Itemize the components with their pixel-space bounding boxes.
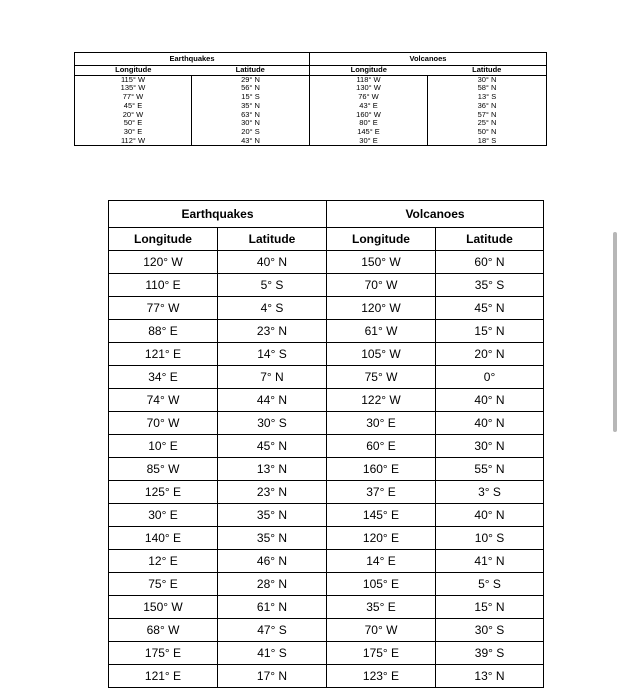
main-eq-longitude-cell: 140° E [109, 527, 218, 550]
main-vo-latitude-cell: 41° N [436, 550, 544, 573]
main-vo-longitude-cell: 150° W [327, 251, 436, 274]
main-eq-latitude-cell: 47° S [218, 619, 327, 642]
main-vo-longitude-cell: 14° E [327, 550, 436, 573]
main-eq-longitude-cell: 34° E [109, 366, 218, 389]
small-eq-latitude-cell: 63° N [192, 111, 310, 120]
main-eq-latitude-cell: 5° S [218, 274, 327, 297]
main-eq-longitude-cell: 120° W [109, 251, 218, 274]
main-eq-longitude-cell: 75° E [109, 573, 218, 596]
main-eq-longitude-cell: 70° W [109, 412, 218, 435]
main-vo-longitude-cell: 122° W [327, 389, 436, 412]
main-eq-latitude-cell: 61° N [218, 596, 327, 619]
small-eq-longitude-cell: 20° W [75, 111, 192, 120]
main-vo-latitude-cell: 15° N [436, 320, 544, 343]
main-vo-longitude-cell: 70° W [327, 619, 436, 642]
main-eq-longitude-cell: 150° W [109, 596, 218, 619]
main-table-row [109, 274, 544, 297]
main-vo-longitude-cell: 105° E [327, 573, 436, 596]
main-eq-longitude-cell: 68° W [109, 619, 218, 642]
main-eq-latitude-cell: 44° N [218, 389, 327, 412]
main-table-row [109, 550, 544, 573]
main-eq-longitude-cell: 88° E [109, 320, 218, 343]
main-table-row [109, 573, 544, 596]
small-vo-longitude-cell: 130° W [310, 84, 428, 93]
main-vo-latitude-cell: 10° S [436, 527, 544, 550]
small-eq-longitude-cell: 115° W [75, 75, 192, 84]
small-eq-latitude-cell: 56° N [192, 84, 310, 93]
small-vo-latitude-cell: 50° N [428, 128, 547, 137]
small-table-row [75, 137, 547, 146]
main-vo-latitude-header: Latitude [436, 228, 544, 251]
small-vo-longitude-cell: 43° E [310, 102, 428, 111]
main-table-row [109, 527, 544, 550]
main-table-row [109, 504, 544, 527]
main-vo-longitude-cell: 120° W [327, 297, 436, 320]
small-vo-latitude-cell: 13° S [428, 93, 547, 102]
small-vo-latitude-cell: 25° N [428, 119, 547, 128]
main-table-row [109, 297, 544, 320]
main-data-table [108, 200, 544, 688]
main-eq-latitude-cell: 23° N [218, 481, 327, 504]
main-table-row [109, 366, 544, 389]
main-eq-longitude-header: Longitude [109, 228, 218, 251]
main-vo-longitude-cell: 37° E [327, 481, 436, 504]
main-table-row [109, 320, 544, 343]
main-vo-latitude-cell: 39° S [436, 642, 544, 665]
main-vo-longitude-cell: 175° E [327, 642, 436, 665]
main-eq-latitude-cell: 35° N [218, 504, 327, 527]
small-volcanoes-header: Volcanoes [310, 53, 547, 66]
main-earthquakes-header: Earthquakes [109, 201, 327, 228]
small-table-row [75, 84, 547, 93]
main-eq-latitude-cell: 7° N [218, 366, 327, 389]
main-eq-latitude-cell: 40° N [218, 251, 327, 274]
main-volcanoes-header: Volcanoes [327, 201, 544, 228]
main-eq-latitude-cell: 23° N [218, 320, 327, 343]
main-vo-longitude-cell: 160° E [327, 458, 436, 481]
small-vo-longitude-cell: 145° E [310, 128, 428, 137]
small-eq-latitude-header: Latitude [192, 66, 310, 76]
small-vo-longitude-cell: 80° E [310, 119, 428, 128]
main-vo-latitude-cell: 40° N [436, 412, 544, 435]
main-table-row [109, 619, 544, 642]
main-eq-latitude-cell: 17° N [218, 665, 327, 688]
main-eq-longitude-cell: 77° W [109, 297, 218, 320]
small-eq-latitude-cell: 30° N [192, 119, 310, 128]
small-vo-latitude-cell: 36° N [428, 102, 547, 111]
small-vo-latitude-cell: 30° N [428, 75, 547, 84]
main-vo-latitude-cell: 40° N [436, 504, 544, 527]
small-table-row [75, 119, 547, 128]
main-vo-latitude-cell: 45° N [436, 297, 544, 320]
small-eq-latitude-cell: 20° S [192, 128, 310, 137]
small-vo-latitude-cell: 57° N [428, 111, 547, 120]
small-table-row [75, 102, 547, 111]
main-eq-longitude-cell: 125° E [109, 481, 218, 504]
small-earthquakes-header: Earthquakes [75, 53, 310, 66]
main-vo-longitude-cell: 105° W [327, 343, 436, 366]
main-eq-latitude-cell: 30° S [218, 412, 327, 435]
main-table-row [109, 596, 544, 619]
main-table-row [109, 251, 544, 274]
main-vo-latitude-cell: 5° S [436, 573, 544, 596]
small-eq-latitude-cell: 43° N [192, 137, 310, 146]
main-vo-longitude-header: Longitude [327, 228, 436, 251]
main-eq-latitude-cell: 41° S [218, 642, 327, 665]
main-table-row [109, 412, 544, 435]
small-table-row [75, 128, 547, 137]
small-eq-latitude-cell: 15° S [192, 93, 310, 102]
main-vo-longitude-cell: 145° E [327, 504, 436, 527]
main-vo-longitude-cell: 120° E [327, 527, 436, 550]
main-vo-longitude-cell: 30° E [327, 412, 436, 435]
main-table-body [109, 251, 544, 688]
main-eq-longitude-cell: 85° W [109, 458, 218, 481]
small-eq-longitude-header: Longitude [75, 66, 192, 76]
vertical-scrollbar[interactable] [613, 232, 617, 432]
main-table-row [109, 642, 544, 665]
main-table-row [109, 435, 544, 458]
main-vo-latitude-cell: 30° N [436, 435, 544, 458]
small-table-row [75, 93, 547, 102]
small-eq-longitude-cell: 112° W [75, 137, 192, 146]
main-vo-latitude-cell: 60° N [436, 251, 544, 274]
main-eq-latitude-cell: 45° N [218, 435, 327, 458]
small-eq-longitude-cell: 30° E [75, 128, 192, 137]
main-eq-longitude-cell: 175° E [109, 642, 218, 665]
main-vo-latitude-cell: 30° S [436, 619, 544, 642]
main-eq-latitude-cell: 13° N [218, 458, 327, 481]
main-vo-longitude-cell: 70° W [327, 274, 436, 297]
main-eq-longitude-cell: 121° E [109, 343, 218, 366]
small-table-row [75, 75, 547, 84]
main-eq-longitude-cell: 74° W [109, 389, 218, 412]
main-eq-latitude-cell: 35° N [218, 527, 327, 550]
main-vo-latitude-cell: 15° N [436, 596, 544, 619]
main-eq-latitude-header: Latitude [218, 228, 327, 251]
small-vo-longitude-cell: 160° W [310, 111, 428, 120]
main-table-row [109, 458, 544, 481]
main-eq-longitude-cell: 121° E [109, 665, 218, 688]
small-table-row [75, 111, 547, 120]
small-vo-longitude-header: Longitude [310, 66, 428, 76]
small-vo-latitude-cell: 18° S [428, 137, 547, 146]
main-vo-longitude-cell: 35° E [327, 596, 436, 619]
main-vo-longitude-cell: 75° W [327, 366, 436, 389]
main-table-row [109, 665, 544, 688]
small-vo-latitude-header: Latitude [428, 66, 547, 76]
main-vo-latitude-cell: 40° N [436, 389, 544, 412]
small-table-body [75, 75, 547, 146]
main-table-row [109, 389, 544, 412]
main-vo-longitude-cell: 60° E [327, 435, 436, 458]
small-data-table [74, 52, 547, 146]
main-eq-latitude-cell: 14° S [218, 343, 327, 366]
main-vo-latitude-cell: 20° N [436, 343, 544, 366]
small-vo-longitude-cell: 118° W [310, 75, 428, 84]
main-vo-latitude-cell: 3° S [436, 481, 544, 504]
small-vo-longitude-cell: 76° W [310, 93, 428, 102]
main-eq-latitude-cell: 28° N [218, 573, 327, 596]
small-eq-latitude-cell: 29° N [192, 75, 310, 84]
main-eq-latitude-cell: 4° S [218, 297, 327, 320]
main-table-row [109, 343, 544, 366]
main-eq-latitude-cell: 46° N [218, 550, 327, 573]
small-vo-longitude-cell: 30° E [310, 137, 428, 146]
small-eq-longitude-cell: 50° E [75, 119, 192, 128]
main-vo-longitude-cell: 123° E [327, 665, 436, 688]
main-eq-longitude-cell: 12° E [109, 550, 218, 573]
small-eq-longitude-cell: 77° W [75, 93, 192, 102]
small-vo-latitude-cell: 58° N [428, 84, 547, 93]
main-vo-latitude-cell: 0° [436, 366, 544, 389]
main-vo-latitude-cell: 13° N [436, 665, 544, 688]
main-eq-longitude-cell: 30° E [109, 504, 218, 527]
small-eq-latitude-cell: 35° N [192, 102, 310, 111]
main-vo-latitude-cell: 35° S [436, 274, 544, 297]
main-table-row [109, 481, 544, 504]
small-eq-longitude-cell: 45° E [75, 102, 192, 111]
main-vo-latitude-cell: 55° N [436, 458, 544, 481]
main-vo-longitude-cell: 61° W [327, 320, 436, 343]
small-eq-longitude-cell: 135° W [75, 84, 192, 93]
main-eq-longitude-cell: 10° E [109, 435, 218, 458]
main-eq-longitude-cell: 110° E [109, 274, 218, 297]
